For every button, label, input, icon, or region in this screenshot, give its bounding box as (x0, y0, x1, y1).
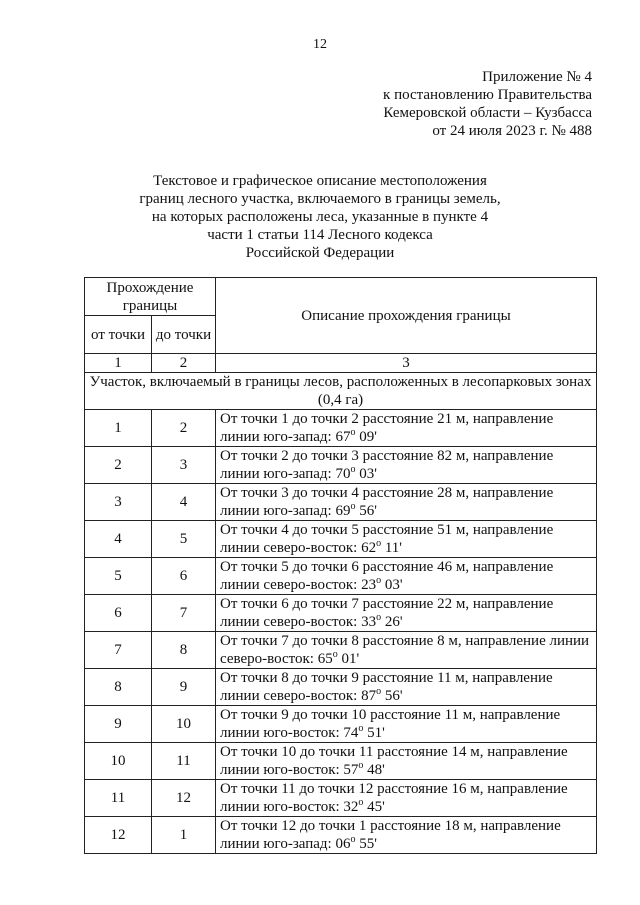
description-cell (216, 706, 597, 743)
to-point-cell: 4 (152, 484, 216, 521)
table-row (85, 632, 597, 669)
description-text: От точки 4 до точки 5 расстояние 51 м, направление линии северо-восток: 62 (220, 522, 554, 556)
description-text: От точки 12 до точки 1 расстояние 18 м, направление линии юго-запад: 06 (220, 818, 561, 852)
degree-mark: о (332, 649, 338, 660)
description-cell (216, 632, 597, 669)
table-row (85, 447, 597, 484)
degree-mark: о (376, 612, 382, 623)
header-description: Описание прохождения границы (216, 278, 597, 354)
description-text: От точки 2 до точки 3 расстояние 82 м, направление линии юго-запад: 70 (220, 448, 554, 482)
boundary-table (84, 277, 597, 854)
to-point-cell: 7 (152, 595, 216, 632)
to-point-cell: 5 (152, 521, 216, 558)
table-row (85, 817, 597, 854)
table-row (85, 706, 597, 743)
to-point-cell: 8 (152, 632, 216, 669)
description-cell (216, 669, 597, 706)
bearing-minutes: 03' (381, 577, 403, 593)
from-point-cell: 3 (85, 484, 152, 521)
header-to-point: до точки (152, 316, 216, 354)
table-row (85, 484, 597, 521)
bearing-minutes: 01' (337, 651, 360, 667)
appendix-line: от 24 июля 2023 г. № 488 (432, 123, 592, 139)
degree-mark: о (350, 464, 356, 475)
to-point-cell: 9 (152, 669, 216, 706)
header-boundary-passage: Прохождение границы (85, 278, 216, 316)
to-point-cell: 12 (152, 780, 216, 817)
bearing-minutes: 26' (381, 614, 403, 630)
from-point-cell: 8 (85, 669, 152, 706)
title-line: границ лесного участка, включаемого в границы земель, (139, 191, 501, 207)
title-line: на которых расположены леса, указанные в пункте 4 (151, 209, 489, 225)
description-text: От точки 8 до точки 9 расстояние 11 м, направление линии северо-восток: 87 (220, 670, 553, 704)
from-point-cell: 11 (85, 780, 152, 817)
degree-mark: о (350, 501, 356, 512)
bearing-minutes: 48' (363, 762, 385, 778)
degree-mark: о (350, 834, 356, 845)
description-cell (216, 484, 597, 521)
appendix-line: к постановлению Правительства (383, 87, 592, 103)
column-number: 2 (152, 354, 216, 373)
title-line: Российской Федерации (245, 245, 395, 261)
degree-mark: о (376, 538, 382, 549)
degree-mark: о (358, 760, 364, 771)
from-point-cell: 10 (85, 743, 152, 780)
appendix-line: Приложение № 4 (482, 69, 592, 85)
from-point-cell: 2 (85, 447, 152, 484)
to-point-cell: 10 (152, 706, 216, 743)
description-text: От точки 9 до точки 10 расстояние 11 м, направление линии юго-восток: 74 (220, 707, 561, 741)
from-point-cell: 6 (85, 595, 152, 632)
to-point-cell: 1 (152, 817, 216, 854)
description-text: От точки 11 до точки 12 расстояние 16 м, направление линии юго-восток: 32 (220, 781, 568, 815)
appendix-line: Кемеровской области – Кузбасса (383, 105, 592, 121)
description-text: От точки 5 до точки 6 расстояние 46 м, направление линии северо-восток: 23 (220, 559, 554, 593)
page-number: 12 (313, 37, 327, 52)
table-row (85, 410, 597, 447)
description-cell (216, 521, 597, 558)
description-cell (216, 558, 597, 595)
table-row (85, 595, 597, 632)
description-cell (216, 743, 597, 780)
degree-mark: о (358, 723, 364, 734)
column-number: 1 (85, 354, 152, 373)
bearing-minutes: 03' (355, 466, 377, 482)
description-cell (216, 595, 597, 632)
description-text: От точки 10 до точки 11 расстояние 14 м, направление линии юго-восток: 57 (220, 744, 568, 778)
description-cell (216, 410, 597, 447)
table-row (85, 558, 597, 595)
description-text: От точки 6 до точки 7 расстояние 22 м, направление линии северо-восток: 33 (220, 596, 554, 630)
degree-mark: о (376, 575, 382, 586)
description-cell (216, 817, 597, 854)
title-line: Текстовое и графическое описание местоположения (153, 173, 487, 189)
bearing-minutes: 09' (355, 429, 377, 445)
description-text: От точки 1 до точки 2 расстояние 21 м, направление линии юго-запад: 67 (220, 411, 554, 445)
bearing-minutes: 51' (363, 725, 385, 741)
from-point-cell: 9 (85, 706, 152, 743)
description-text: От точки 3 до точки 4 расстояние 28 м, направление линии юго-запад: 69 (220, 485, 554, 519)
table-row (85, 521, 597, 558)
table-row (85, 780, 597, 817)
section-title: Участок, включаемый в границы лесов, расположенных в лесопарковых зонах (0,4 га) (85, 373, 597, 410)
to-point-cell: 6 (152, 558, 216, 595)
to-point-cell: 2 (152, 410, 216, 447)
bearing-minutes: 56' (381, 688, 403, 704)
to-point-cell: 3 (152, 447, 216, 484)
to-point-cell: 11 (152, 743, 216, 780)
degree-mark: о (350, 427, 356, 438)
degree-mark: о (358, 797, 364, 808)
from-point-cell: 4 (85, 521, 152, 558)
from-point-cell: 1 (85, 410, 152, 447)
title-line: части 1 статьи 114 Лесного кодекса (207, 227, 433, 243)
bearing-minutes: 11' (381, 540, 402, 556)
description-cell (216, 780, 597, 817)
document-title (0, 172, 640, 262)
bearing-minutes: 55' (355, 836, 377, 852)
description-text: От точки 7 до точки 8 расстояние 8 м, направление линии северо-восток: 65 (220, 633, 590, 667)
from-point-cell: 12 (85, 817, 152, 854)
from-point-cell: 5 (85, 558, 152, 595)
appendix-block (332, 68, 592, 140)
degree-mark: о (376, 686, 382, 697)
from-point-cell: 7 (85, 632, 152, 669)
table-row (85, 743, 597, 780)
table-row (85, 669, 597, 706)
description-cell (216, 447, 597, 484)
bearing-minutes: 56' (355, 503, 377, 519)
bearing-minutes: 45' (363, 799, 385, 815)
header-from-point: от точки (85, 316, 152, 354)
column-number: 3 (216, 354, 597, 373)
